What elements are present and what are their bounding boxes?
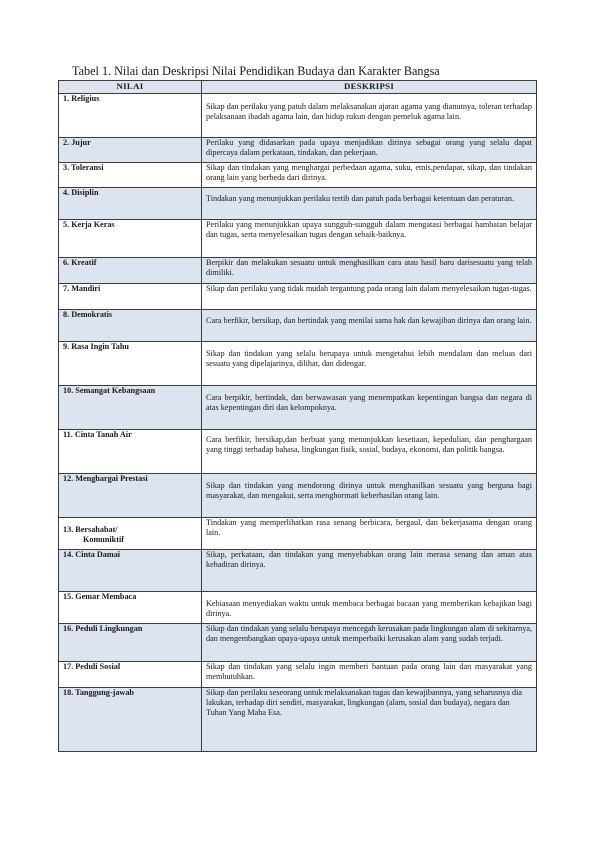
table-row (59, 310, 537, 342)
table-row (59, 342, 537, 386)
row-name (59, 518, 202, 550)
header-nilai: NILAI (59, 81, 202, 94)
row-description: Sikap dan perilaku yang tidak mudah tergantung pada orang lain dalam menyelesaikan tugas-tugas. (202, 284, 537, 310)
row-name-line2: Komuniktif (83, 535, 124, 544)
row-name: 15. Gemar Membaca (59, 592, 202, 624)
table-row (59, 258, 537, 284)
row-name: 8. Demokratis (59, 310, 202, 342)
row-description: Cara berfikir, bersikap,dan berbuat yang menunjukkan kesetiaan, kepedulian, dan penghargaan yang tinggi terhadap bahasa, lingkungan fisik, sosial, budaya, ekonomi, dan politik bangsa. (202, 430, 537, 474)
row-description: Sikap dan perilaku yang patuh dalam melaksanakan ajaran agama yang dianutnya, toleran terhadap pelaksanaan ibadah agama lain, dan hidup rukun dengan pemeluk agama lain. (202, 94, 537, 138)
row-name: 4. Disiplin (59, 188, 202, 220)
row-description: Tindakan yang menunjukkan perilaku tertib dan patuh pada berbagai ketentuan dan peraturan. (202, 188, 537, 220)
row-name: 7. Mandiri (59, 284, 202, 310)
row-name: 14. Cinta Damai (59, 550, 202, 592)
table-row (59, 592, 537, 624)
row-description: Tindakan yang memperlihatkan rasa senang berbicara, bergaul, dan bekerjasama dengan orang lain. (202, 518, 537, 550)
row-name: 1. Religius (59, 94, 202, 138)
row-description: Cara berfikir, bersikap, dan bertindak yang menilai sama hak dan kewajiban dirinya dan orang lain. (202, 310, 537, 342)
table-caption: Tabel 1. Nilai dan Deskripsi Nilai Pendidikan Budaya dan Karakter Bangsa (72, 64, 440, 78)
table-row (59, 624, 537, 662)
table-row (59, 662, 537, 688)
row-name: 9. Rasa Ingin Tahu (59, 342, 202, 386)
row-description: Berpikir dan melakukan sesuatu untuk menghasilkan cara atau hasil baru darisesuatu yang telah dimiliki. (202, 258, 537, 284)
table-row (59, 386, 537, 430)
table-row (59, 188, 537, 220)
table-row (59, 430, 537, 474)
row-description: Perilaku yang menunjukkan upaya sungguh-sungguh dalam mengatasi berbagai hambatan belajar dan tugas, serta menyelesaikan tugas dengan sebaik-baiknya. (202, 220, 537, 258)
table-row (59, 138, 537, 163)
row-name: 3. Toleransi (59, 163, 202, 188)
table-row (59, 163, 537, 188)
row-description: Sikap dan tindakan yang selalu berupaya mencegah kerusakan pada lingkungan alam di sekitarnya, dan mengembangkan upaya-upaya untuk memperbaiki kerusakan alam yang sudah terjadi. (202, 624, 537, 662)
row-name: 10. Semangat Kebangsaan (59, 386, 202, 430)
row-description: Sikap dan tindakan yang selalu berupaya untuk mengetahui lebih mendalam dan meluas dari sesuatu yang dipelajarinya, dilihat, dan didengar. (202, 342, 537, 386)
row-name: 11. Cinta Tanah Air (59, 430, 202, 474)
row-name-line1: 13. Bersahabat/ (63, 525, 118, 534)
table-row (59, 550, 537, 592)
table-row (59, 518, 537, 550)
table-row (59, 284, 537, 310)
row-name: 17. Peduli Sosial (59, 662, 202, 688)
row-name: 6. Kreatif (59, 258, 202, 284)
row-name: 12. Menghargai Prestasi (59, 474, 202, 518)
row-description: Sikap, perkataan, dan tindakan yang menyebabkan orang lain merasa senang dan aman atas kehadiran dirinya. (202, 550, 537, 592)
row-name: 16. Peduli Lingkungan (59, 624, 202, 662)
row-description: Perilaku yang didasarkan pada upaya menjadikan dirinya sebagai orang yang selalu dapat dipercaya dalam perkataan, tindakan, dan pekerjaan. (202, 138, 537, 163)
table-row (59, 688, 537, 752)
header-row (59, 81, 537, 94)
table-row (59, 220, 537, 258)
row-description: Kebiasaan menyediakan waktu untuk membaca berbagai bacaan yang memberikan kebajikan bagi dirinya. (202, 592, 537, 624)
table-row (59, 474, 537, 518)
row-description: Sikap dan perilaku seseorang untuk melaksanakan tugas dan kewajibannya, yang seharusnya dia lakukan, terhadap diri sendiri, masyarakat, lingkungan (alam, sosial dan budaya), negara dan Tuhan Yang Maha Esa. (202, 688, 537, 752)
values-table (58, 80, 537, 752)
row-description: Sikap dan tindakan yang menghargai perbedaan agama, suku, etnis,pendapat, sikap, dan tindakan orang lain yang berbeda dari dirinya. (202, 163, 537, 188)
row-description: Sikap dan tindakan yang mendorong dirinya untuk menghasilkan sesuatu yang berguna bagi masyarakat, dan mengakui, serta menghormati keberhasilan orang lain. (202, 474, 537, 518)
row-description: Cara berpikir, bertindak, dan berwawasan yang menempatkan kepentingan bangsa dan negara di atas kepentingan diri dan kelompoknya. (202, 386, 537, 430)
row-name: 2. Jujur (59, 138, 202, 163)
row-name: 18. Tanggung-jawab (59, 688, 202, 752)
row-description: Sikap dan tindakan yang selalu ingin memberi bantuan pada orang lain dan masyarakat yang membutuhkan. (202, 662, 537, 688)
table-row (59, 94, 537, 138)
header-deskripsi: DESKRIPSI (202, 81, 537, 94)
row-name: 5. Kerja Keras (59, 220, 202, 258)
